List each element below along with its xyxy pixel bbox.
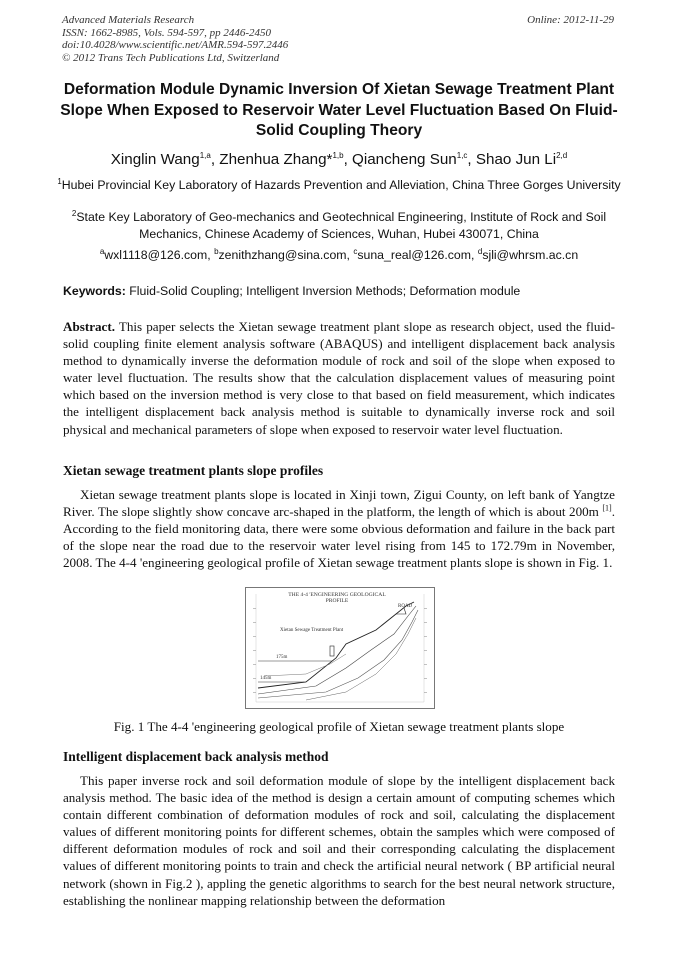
plant-label: Xietan Sewage Treatment Plant: [280, 628, 344, 633]
author: Xinglin Wang$^{1,a}$,: [110, 150, 220, 168]
journal-name: Advanced Materials Research: [62, 14, 195, 26]
keywords: [63, 284, 615, 298]
online-date: Online: 2012-11-29: [527, 14, 614, 26]
issn-line: ISSN: 1662-8985, Vols. 594-597, pp 2446-2450: [62, 26, 271, 39]
section-paragraph: Xietan sewage treatment plants slope is located in Xinji town, Zigui County, on left bank of Yangtze River. The slope slightly show concave arc-shaped in the platform, the length of which is about 200m [1]. According to the field monitoring data, there were some obvious deformation and failure in the back part of the slope near the road due to the reservoir water level rising from 145 to 172.79m in November, 2008. The 4-4 'engineering geological profile of Xietan sewage treatment plants slope is shown in Fig. 1.: [63, 487, 615, 571]
email-link[interactable]: zenithzhang@sina.com,: [218, 248, 354, 262]
keywords-label: Keywords:: [63, 284, 126, 298]
road-label: ROAD: [398, 604, 413, 609]
email-list: $^a$wxl1118@126.com, $^b$zenithzhang@sina.com, $^c$suna_real@126.com, $^d$sjli@whrsm.ac.cn: [99, 246, 579, 262]
email-link[interactable]: suna_real@126.com,: [357, 248, 478, 262]
level-175-label: 175m: [276, 655, 288, 660]
affiliation-1: $^1$Hubei Provincial Key Laboratory of Hazards Prevention and Alleviation, China Three Gorges University: [57, 176, 621, 192]
figure-caption: Fig. 1 The 4-4 'engineering geological profile of Xietan sewage treatment plants slope: [113, 719, 565, 734]
figure-inner-title: THE 4-4 'ENGINEERING GEOLOGICAL PROFILE: [288, 592, 386, 605]
abstract: [63, 318, 615, 438]
affiliation-2: $^2$State Key Laboratory of Geo-mechanics and Geotechnical Engineering, Institute of Rock and Soil Mechanics, Chinese Academy of Sciences, Wuhan, Hubei 430071, China: [71, 208, 607, 241]
section-heading: Intelligent displacement back analysis method: [63, 749, 329, 764]
doi-line[interactable]: doi:10.4028/www.scientific.net/AMR.594-597.2446: [62, 39, 289, 51]
author: Shao Jun Li$^{2,d}$: [475, 150, 568, 168]
abstract-label: Abstract.: [63, 319, 115, 334]
keywords-text: Fluid-Solid Coupling; Intelligent Inversion Methods; Deformation module: [125, 284, 521, 298]
abstract-text: This paper selects the Xietan sewage treatment plant slope as research object, used the fluid-solid coupling finite element analysis software (ABAQUS) and intelligent displacement back analysis method to dynamically inverse the deformation module of rock and soil of the slope when exposed to water level fluctuation. The results show that the calculation displacement values of measuring point which based on the inversion method is very close to that based on field measurement, which indicates the intelligent displacement back analysis method is suitable to dynamically inverse rock and soil physical and mechanical parameters of slope when exposed to reservoir water level fluctuation.: [63, 319, 615, 437]
citation-link[interactable]: [1]: [602, 503, 612, 513]
email-link[interactable]: sjli@whrsm.ac.cn: [482, 248, 579, 262]
author: Qiancheng Sun$^{1,c}$,: [352, 150, 476, 168]
section-heading: Xietan sewage treatment plants slope profiles: [63, 463, 324, 478]
paper-title: Deformation Module Dynamic Inversion Of Xietan Sewage Treatment Plant Slope When Exposed to Reservoir Water Level Fluctuation Based On Fluid-Solid Coupling Theory: [60, 81, 618, 139]
email-link[interactable]: wxl1118@126.com,: [104, 248, 215, 262]
copyright-line: © 2012 Trans Tech Publications Ltd, Switzerland: [62, 51, 280, 64]
section-paragraph: This paper inverse rock and soil deformation module of slope by the intelligent displacement back analysis method. The basic idea of the method is design a certain amount of computing schemes which contain different combination of deformation modules of rock and soil, calculating the displacement values of different monitoring points for different schemes, obtain the samples which were composed of different deformation modules of rock and soil and their corresponding calculating the displacement values of different monitoring points to train and check the artificial neural network ( BP artificial neural network (shown in Fig.2 ), appling the genetic algorithms to search for the best neural network structure, establishing the nonlinear mapping relationship between the deformation: [63, 773, 615, 908]
author: Zhenhua Zhang*$^{1,b}$,: [219, 150, 353, 168]
geological-profile-figure: [245, 587, 435, 709]
journal-header: [62, 14, 288, 64]
level-145-label: 145m: [260, 676, 272, 681]
author-list: [40, 150, 638, 170]
